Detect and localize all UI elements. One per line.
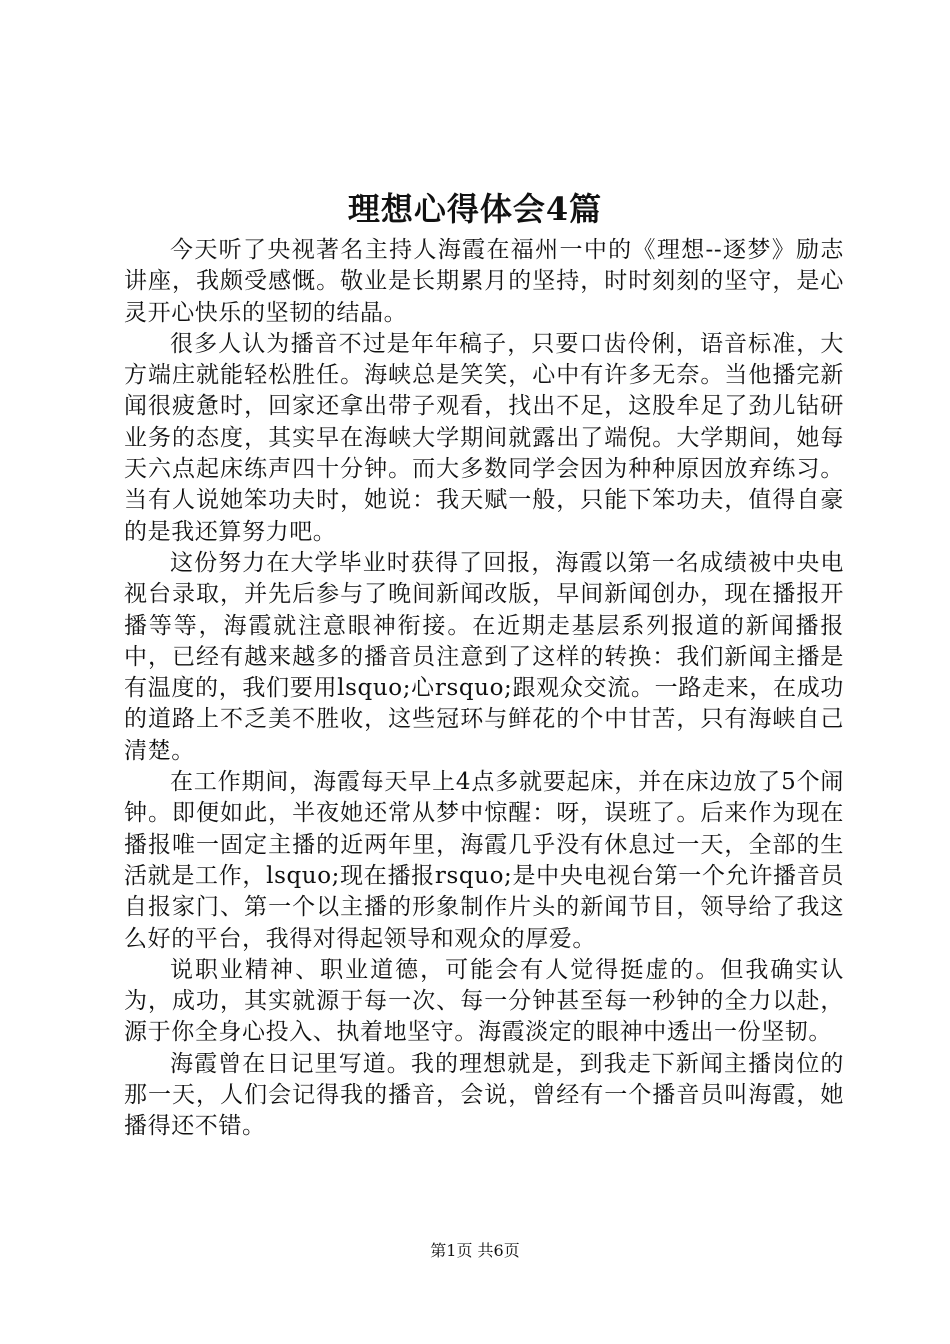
paragraph-3: 这份努力在大学毕业时获得了回报，海霞以第一名成绩被中央电视台录取，并先后参与了晚间新闻改版，早间新闻创办，现在播报开播等等，海霞就注意眼神衔接。在近期走基层系列报道的新闻播报中，已经有越来越多的播音员注意到了这样的转换：我们新闻主播是有温度的，我们要用lsquo;心rsquo;跟观众交流。一路走来，在成功的道路上不乏美不胜收，这些冠环与鲜花的个中甘苦，只有海峡自己清楚。 (124, 549, 844, 764)
paragraph-5: 说职业精神、职业道德，可能会有人觉得挺虚的。但我确实认为，成功，其实就源于每一次、每一分钟甚至每一秒钟的全力以赴，源于你全身心投入、执着地坚守。海霞淡定的眼神中透出一份坚韧。 (124, 956, 844, 1046)
paragraph-6: 海霞曾在日记里写道。我的理想就是，到我走下新闻主播岗位的那一天，人们会记得我的播音，会说，曾经有一个播音员叫海霞，她播得还不错。 (124, 1050, 844, 1140)
paragraph-1: 今天听了央视著名主持人海霞在福州一中的《理想--逐梦》励志讲座，我颇受感慨。敬业是长期累月的坚持，时时刻刻的坚守，是心灵开心快乐的坚韧的结晶。 (124, 237, 844, 326)
document-body (124, 235, 844, 1143)
paragraph-2: 很多人认为播音不过是年年稿子，只要口齿伶俐，语音标准，大方端庄就能轻松胜任。海峡总是笑笑，心中有许多无奈。当他播完新闻很疲惫时，回家还拿出带子观看，找出不足，这股牟足了劲儿钻研业务的态度，其实早在海峡大学期间就露出了端倪。大学期间，她每天六点起床练声四十分钟。而大多数同学会因为种种原因放弃练习。当有人说她笨功夫时，她说：我天赋一般，只能下笨功夫，值得自豪的是我还算努力吧。 (124, 330, 844, 545)
paragraph-4: 在工作期间，海霞每天早上4点多就要起床，并在床边放了5个闹钟。即便如此，半夜她还常从梦中惊醒：呀，误班了。后来作为现在播报唯一固定主播的近两年里，海霞几乎没有休息过一天，全部的生活就是工作，lsquo;现在播报rsquo;是中央电视台第一个允许播音员自报家门、第一个以主播的形象制作片头的新闻节目，领导给了我这么好的平台，我得对得起领导和观众的厚爱。 (124, 769, 844, 952)
document-title: 理想心得体会4篇 (347, 190, 603, 228)
page-footer: 第1页 共6页 (430, 1241, 520, 1260)
